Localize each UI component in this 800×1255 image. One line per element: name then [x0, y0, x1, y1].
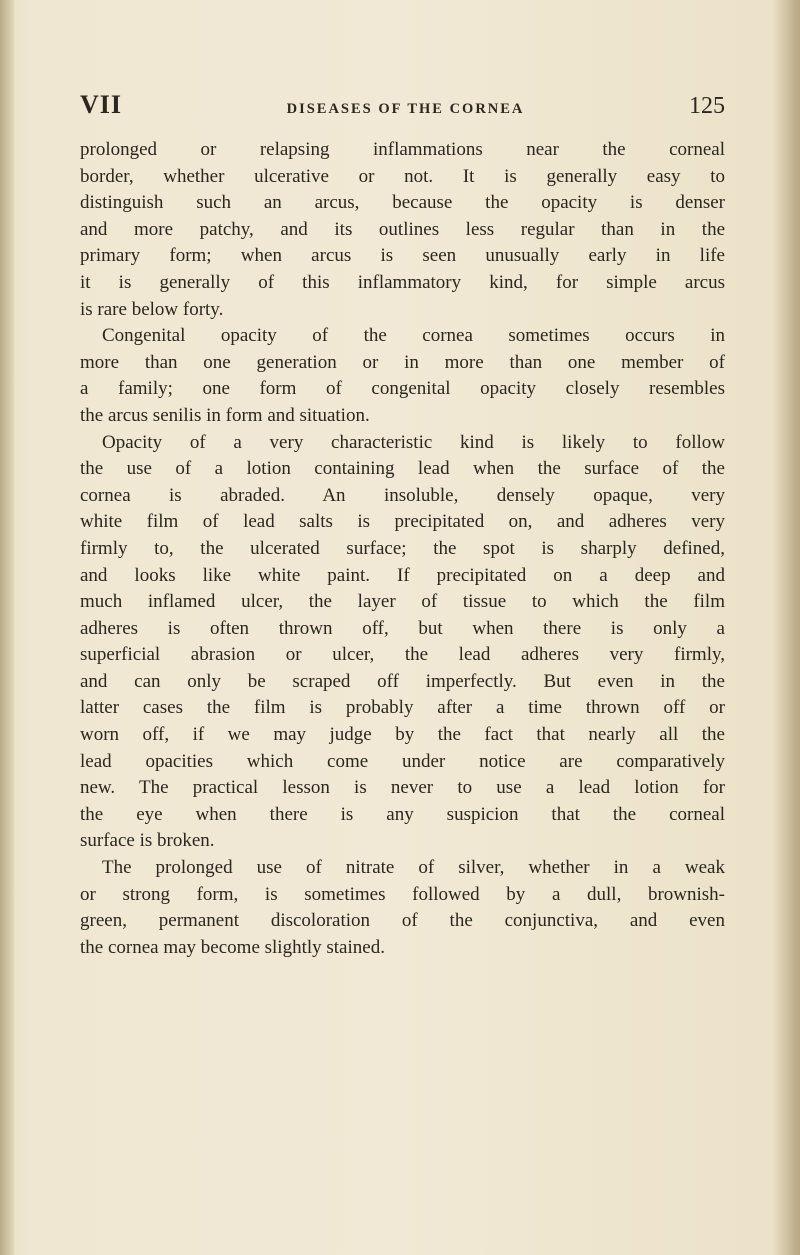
running-header: [80, 90, 725, 124]
text-line: and looks like white paint. If precipitated on a deep and: [80, 564, 725, 586]
text-line: primary form; when arcus is seen unusually early in life: [80, 245, 725, 267]
text-line: new. The practical lesson is never to use a lead lotion for: [80, 777, 725, 799]
text-line: is rare below forty.: [80, 298, 224, 320]
text-line: border, whether ulcerative or not. It is generally easy to: [80, 165, 725, 187]
text-line: more than one generation or in more than one member of: [80, 351, 725, 373]
text-line: and can only be scraped off imperfectly. But even in the: [80, 670, 725, 692]
text-line: green, permanent discoloration of the conjunctiva, and even: [80, 910, 725, 932]
chapter-number: VII: [80, 90, 123, 119]
text-line: it is generally of this inflammatory kind, for simple arcus: [80, 271, 725, 293]
text-line: adheres is often thrown off, but when there is only a: [80, 617, 725, 639]
text-line: cornea is abraded. An insoluble, densely opaque, very: [80, 484, 725, 506]
text-line: distinguish such an arcus, because the opacity is denser: [80, 192, 725, 214]
text-line: and more patchy, and its outlines less regular than in the: [80, 218, 725, 240]
text-line: white film of lead salts is precipitated on, and adheres very: [80, 511, 725, 533]
text-line: Opacity of a very characteristic kind is likely to follow: [102, 431, 725, 453]
text-line: much inflamed ulcer, the layer of tissue to which the film: [80, 591, 725, 613]
running-title: DISEASES OF THE CORNEA: [286, 101, 525, 117]
text-line: the cornea may become slightly stained.: [80, 936, 385, 958]
text-line: surface is broken.: [80, 830, 215, 852]
text-line: latter cases the film is probably after a time thrown off or: [80, 697, 725, 719]
text-line: lead opacities which come under notice are comparatively: [80, 750, 725, 772]
text-line: The prolonged use of nitrate of silver, whether in a weak: [102, 857, 725, 879]
text-line: prolonged or relapsing inflammations near the corneal: [80, 139, 725, 160]
text-line: or strong form, is sometimes followed by a dull, brownish-: [80, 883, 725, 905]
page-spine-shadow: [0, 0, 14, 1255]
text-line: Congenital opacity of the cornea sometimes occurs in: [102, 325, 725, 347]
text-line: firmly to, the ulcerated surface; the spot is sharply defined,: [80, 537, 725, 559]
text-line: the eye when there is any suspicion that the corneal: [80, 803, 725, 825]
page-number: 125: [689, 93, 725, 119]
text-line: the arcus senilis in form and situation.: [80, 404, 370, 426]
text-line: a family; one form of congenital opacity closely resembles: [80, 378, 725, 400]
text-line: the use of a lotion containing lead when the surface of the: [80, 458, 725, 480]
page-edge-shadow: [774, 0, 800, 1255]
text-line: superficial abrasion or ulcer, the lead adheres very firmly,: [80, 644, 725, 666]
text-line: worn off, if we may judge by the fact that nearly all the: [80, 724, 725, 746]
body-text: [80, 137, 725, 961]
